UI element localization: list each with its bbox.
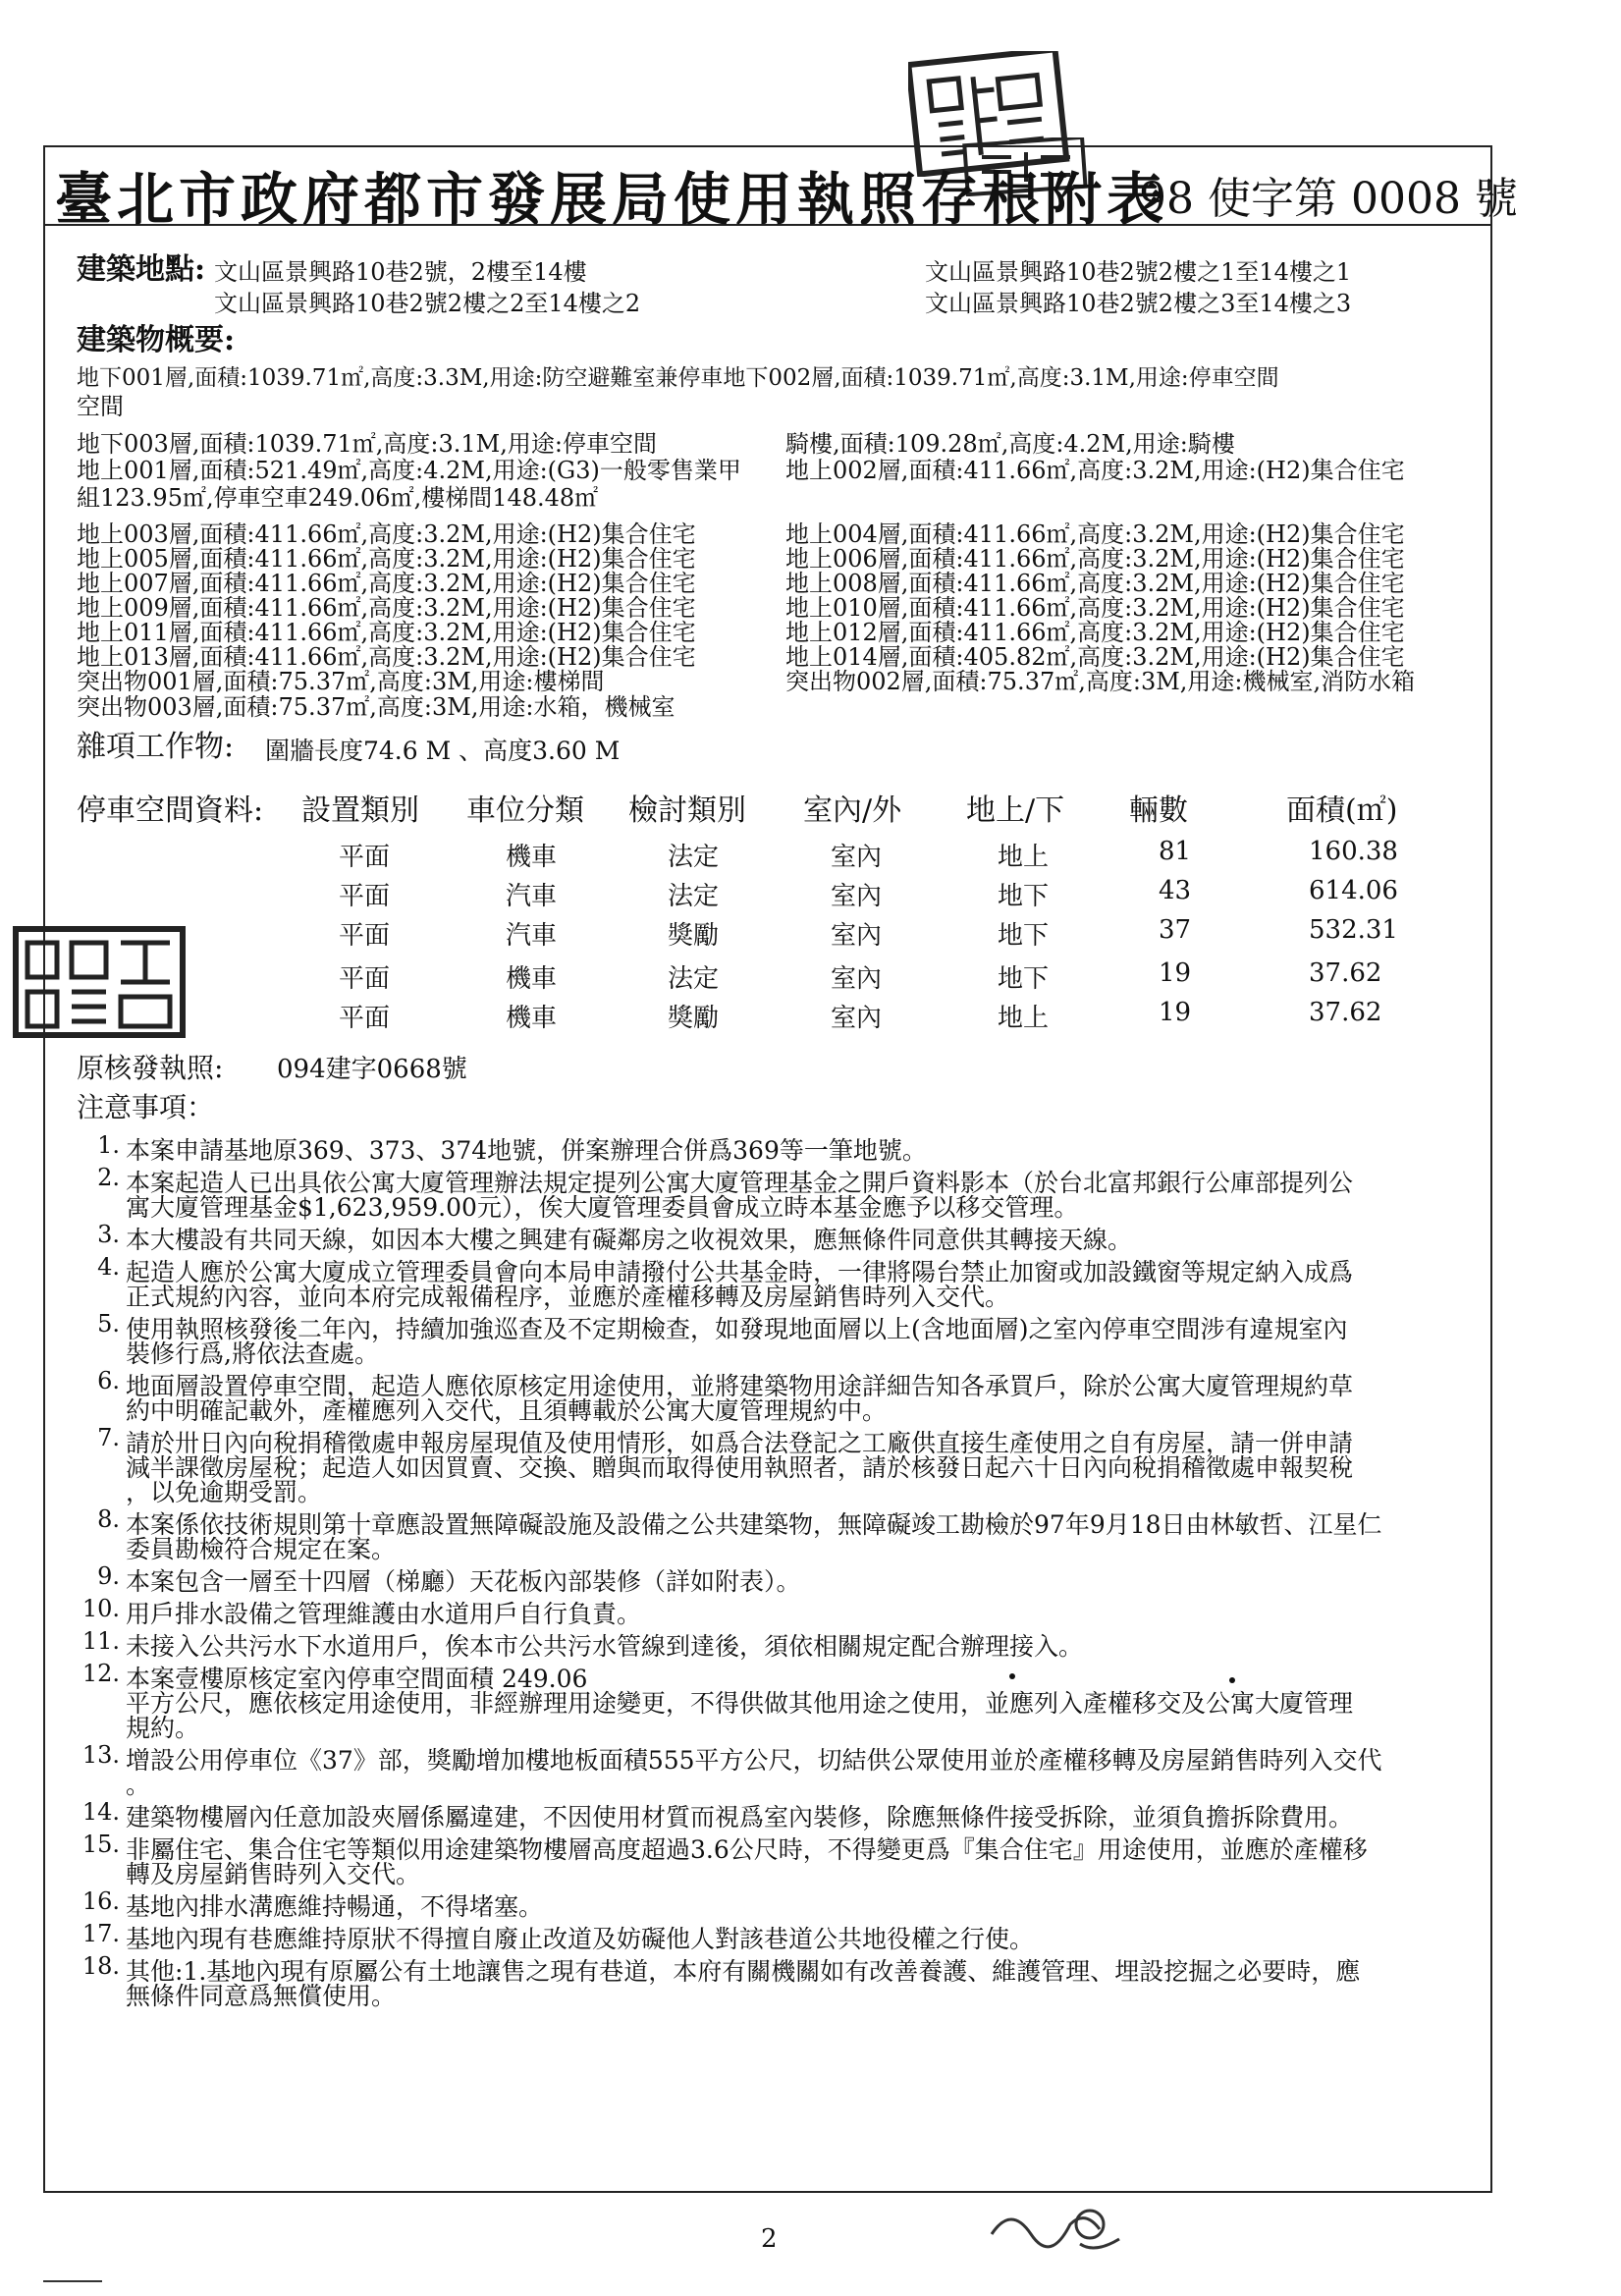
parking-cell: 室內 bbox=[831, 921, 883, 951]
overview-line: 突出物002層,面積:75.37㎡,高度:3M,用途:機械室,消防水箱 bbox=[785, 668, 1416, 695]
note-text: 建築物樓層內任意加設夾層係屬違建，不因使用材質而視爲室內裝修，除應無條件接受拆除，並須負擔拆除費用。 bbox=[126, 1803, 1354, 1831]
note-text: 減半課徵房屋稅；起造人如因買賣、交換、贈與而取得使用執照者，請於核發日起六十日內向稅捐稽徵處申報契稅 bbox=[126, 1453, 1354, 1482]
parking-cell: 地下 bbox=[998, 921, 1050, 951]
parking-cell: 43 bbox=[1159, 876, 1192, 905]
original-permit-label: 原核發執照: bbox=[77, 1052, 224, 1084]
site-label: 建築地點: bbox=[77, 252, 206, 287]
overview-line: 地上007層,面積:411.66㎡,高度:3.2M,用途:(H2)集合住宅 bbox=[77, 570, 696, 597]
site-line: 文山區景興路10巷2號2樓之2至14樓之2 bbox=[214, 290, 641, 317]
footer-rule bbox=[43, 2280, 102, 2282]
parking-cell: 汽車 bbox=[506, 882, 558, 911]
overview-line: 地上004層,面積:411.66㎡,高度:3.2M,用途:(H2)集合住宅 bbox=[785, 520, 1405, 548]
parking-cell: 平面 bbox=[339, 1004, 391, 1033]
overview-line: 地上011層,面積:411.66㎡,高度:3.2M,用途:(H2)集合住宅 bbox=[77, 619, 696, 646]
overview-line: 地下003層,面積:1039.71㎡,高度:3.1M,用途:停車空間 bbox=[77, 430, 657, 458]
parking-cell: 機車 bbox=[506, 1004, 558, 1033]
parking-header: 地上/下 bbox=[966, 793, 1065, 828]
note-number: 6. bbox=[97, 1367, 120, 1394]
note-text: 轉及房屋銷售時列入交代。 bbox=[126, 1860, 421, 1888]
parking-cell: 平面 bbox=[339, 882, 391, 911]
note-text: 其他:1.基地內現有原屬公有土地讓售之現有巷道，本府有關機關如有改善養護、維護管理、埋設挖掘之必要時，應 bbox=[126, 1957, 1361, 1986]
parking-cell: 法定 bbox=[668, 964, 720, 994]
parking-cell: 614.06 bbox=[1309, 876, 1398, 905]
note-number: 7. bbox=[97, 1424, 120, 1451]
note-number: 13. bbox=[81, 1741, 120, 1769]
parking-cell: 37.62 bbox=[1309, 958, 1382, 988]
site-line: 文山區景興路10巷2號2樓之1至14樓之1 bbox=[925, 258, 1352, 286]
note-text: 用戶排水設備之管理維護由水道用戶自行負責。 bbox=[126, 1600, 642, 1628]
parking-cell: 19 bbox=[1159, 998, 1192, 1027]
scan-mark bbox=[1229, 1677, 1235, 1683]
misc-value: 圍牆長度74.6 M 、高度3.60 M bbox=[265, 737, 621, 765]
note-text: ，以免逾期受罰。 bbox=[126, 1478, 323, 1506]
parking-header: 室內/外 bbox=[803, 793, 902, 828]
note-number: 3. bbox=[97, 1221, 120, 1248]
note-number: 5. bbox=[97, 1310, 120, 1338]
parking-cell: 平面 bbox=[339, 921, 391, 951]
parking-cell: 室內 bbox=[831, 843, 883, 872]
parking-cell: 37 bbox=[1159, 915, 1192, 945]
parking-cell: 獎勵 bbox=[668, 921, 720, 951]
note-number: 11. bbox=[81, 1627, 120, 1655]
overview-label: 建築物概要: bbox=[77, 323, 236, 357]
note-number: 17. bbox=[81, 1920, 120, 1947]
note-text: 寓大廈管理基金$1,623,959.00元），俟大廈管理委員會成立時本基金應予以移交管理。 bbox=[126, 1193, 1079, 1222]
parking-cell: 19 bbox=[1159, 958, 1192, 988]
parking-cell: 532.31 bbox=[1309, 915, 1398, 945]
overview-line: 突出物003層,面積:75.37㎡,高度:3M,用途:水箱，機械室 bbox=[77, 693, 675, 721]
overview-line: 突出物001層,面積:75.37㎡,高度:3M,用途:樓梯間 bbox=[77, 668, 605, 695]
parking-cell: 160.38 bbox=[1309, 837, 1398, 866]
note-text: 裝修行爲,將依法查處。 bbox=[126, 1339, 379, 1368]
parking-cell: 室內 bbox=[831, 964, 883, 994]
parking-cell: 地下 bbox=[998, 964, 1050, 994]
site-line: 文山區景興路10巷2號2樓之3至14樓之3 bbox=[925, 290, 1352, 317]
parking-cell: 汽車 bbox=[506, 921, 558, 951]
note-text: 本案起造人已出具依公寓大廈管理辦法規定提列公寓大廈管理基金之開戶資料影本（於台北富邦銀行公庫部提列公 bbox=[126, 1169, 1354, 1197]
parking-cell: 機車 bbox=[506, 964, 558, 994]
overview-line: 地上001層,面積:521.49㎡,高度:4.2M,用途:(G3)一般零售業甲 bbox=[77, 457, 741, 484]
note-text: 約中明確記載外，產權應列入交代，且須轉載於公寓大廈管理規約中。 bbox=[126, 1396, 888, 1425]
note-number: 18. bbox=[81, 1952, 120, 1980]
note-text: 增設公用停車位《37》部，獎勵增加樓地板面積555平方公尺，切結供公眾使用並於產權移轉及房屋銷售時列入交代 bbox=[126, 1746, 1382, 1775]
notes-label: 注意事項： bbox=[77, 1091, 215, 1123]
overview-line: 地上002層,面積:411.66㎡,高度:3.2M,用途:(H2)集合住宅 bbox=[785, 457, 1405, 484]
parking-cell: 平面 bbox=[339, 843, 391, 872]
overview-line: 地上012層,面積:411.66㎡,高度:3.2M,用途:(H2)集合住宅 bbox=[785, 619, 1405, 646]
parking-cell: 81 bbox=[1159, 837, 1192, 866]
note-number: 12. bbox=[81, 1660, 120, 1687]
misc-label: 雜項工作物: bbox=[77, 730, 235, 764]
parking-cell: 獎勵 bbox=[668, 1004, 720, 1033]
note-text: 正式規約內容，並向本府完成報備程序，並應於產權移轉及房屋銷售時列入交代。 bbox=[126, 1283, 1010, 1311]
note-text: 本案包含一層至十四層（梯廳）天花板內部裝修（詳如附表）。 bbox=[126, 1567, 801, 1596]
parking-header: 車位分類 bbox=[466, 793, 584, 828]
parking-header: 輛數 bbox=[1129, 793, 1188, 828]
parking-header: 設置類別 bbox=[301, 793, 419, 828]
document-title: 臺北市政府都市發展局使用執照存根附表 bbox=[55, 166, 1169, 233]
note-number: 8. bbox=[97, 1505, 120, 1533]
note-number: 14. bbox=[81, 1798, 120, 1826]
overview-line: 地上014層,面積:405.82㎡,高度:3.2M,用途:(H2)集合住宅 bbox=[785, 643, 1405, 671]
parking-cell: 37.62 bbox=[1309, 998, 1382, 1027]
parking-label: 停車空間資料: bbox=[77, 793, 264, 828]
note-text: 使用執照核發後二年內，持續加強巡查及不定期檢查，如發現地面層以上(含地面層)之室內停車空間涉有違規室內 bbox=[126, 1315, 1348, 1343]
note-text: 平方公尺，應依核定用途使用，非經辦理用途變更，不得供做其他用途之使用，並應列入產權移交及公寓大廈管理 bbox=[126, 1689, 1354, 1718]
overview-line: 地下001層,面積:1039.71㎡,高度:3.3M,用途:防空避難室兼停車地下002層,面積:1039.71㎡,高度:3.1M,用途:停車空間 bbox=[77, 365, 1279, 391]
note-text: 基地內現有巷應維持原狀不得擅自廢止改道及妨礙他人對該巷道公共地役權之行使。 bbox=[126, 1925, 1035, 1953]
note-text: 本案申請基地原369、373、374地號，併案辦理合併爲369等一筆地號。 bbox=[126, 1136, 927, 1165]
note-text: 規約。 bbox=[126, 1714, 200, 1742]
parking-header: 面積(㎡) bbox=[1286, 793, 1398, 828]
scan-mark bbox=[1009, 1673, 1015, 1679]
parking-cell: 地下 bbox=[998, 882, 1050, 911]
overview-line: 地上010層,面積:411.66㎡,高度:3.2M,用途:(H2)集合住宅 bbox=[785, 594, 1405, 622]
overview-line: 地上006層,面積:411.66㎡,高度:3.2M,用途:(H2)集合住宅 bbox=[785, 545, 1405, 573]
note-text: 起造人應於公寓大廈成立管理委員會向本局申請撥付公共基金時，一律將陽台禁止加窗或加設鐵窗等規定納入成爲 bbox=[126, 1258, 1354, 1286]
note-number: 2. bbox=[97, 1164, 120, 1191]
note-text: 本大樓設有共同天線，如因本大樓之興建有礙鄰房之收視效果，應無條件同意供其轉接天線。 bbox=[126, 1226, 1133, 1254]
note-number: 16. bbox=[81, 1887, 120, 1915]
overview-line: 組123.95㎡,停車空車249.06㎡,樓梯間148.48㎡ bbox=[77, 484, 599, 512]
parking-header: 檢討類別 bbox=[628, 793, 746, 828]
overview-line: 地上009層,面積:411.66㎡,高度:3.2M,用途:(H2)集合住宅 bbox=[77, 594, 696, 622]
note-text: 委員勘檢符合規定在案。 bbox=[126, 1535, 397, 1563]
overview-line: 地上008層,面積:411.66㎡,高度:3.2M,用途:(H2)集合住宅 bbox=[785, 570, 1405, 597]
handwritten-signature bbox=[982, 2185, 1129, 2264]
note-text: 本案壹樓原核定室內停車空間面積 249.06 bbox=[126, 1665, 588, 1693]
parking-cell: 地上 bbox=[998, 1004, 1050, 1033]
overview-line: 空間 bbox=[77, 393, 124, 420]
note-text: 非屬住宅、集合住宅等類似用途建築物樓層高度超過3.6公尺時，不得變更爲『集合住宅』用途使用，並應於產權移 bbox=[126, 1835, 1368, 1864]
note-number: 1. bbox=[97, 1131, 120, 1159]
parking-cell: 平面 bbox=[339, 964, 391, 994]
overview-line: 地上013層,面積:411.66㎡,高度:3.2M,用途:(H2)集合住宅 bbox=[77, 643, 696, 671]
parking-cell: 室內 bbox=[831, 882, 883, 911]
note-number: 15. bbox=[81, 1831, 120, 1858]
note-text: 地面層設置停車空間，起造人應依原核定用途使用，並將建築物用途詳細告知各承買戶，除於公寓大廈管理規約草 bbox=[126, 1372, 1354, 1400]
note-number: 4. bbox=[97, 1253, 120, 1281]
note-text: 本案係依技術規則第十章應設置無障礙設施及設備之公共建築物，無障礙竣工勘檢於97年9月18日由林敏哲、江星仁 bbox=[126, 1510, 1382, 1539]
parking-cell: 法定 bbox=[668, 843, 720, 872]
parking-cell: 法定 bbox=[668, 882, 720, 911]
parking-cell: 地上 bbox=[998, 843, 1050, 872]
original-permit-value: 094建字0668號 bbox=[277, 1055, 467, 1084]
note-text: 無條件同意爲無償使用。 bbox=[126, 1982, 397, 2010]
site-line: 文山區景興路10巷2號，2樓至14樓 bbox=[214, 258, 587, 286]
page-number: 2 bbox=[761, 2224, 778, 2254]
note-number: 10. bbox=[81, 1595, 120, 1622]
parking-cell: 機車 bbox=[506, 843, 558, 872]
overview-line: 地上005層,面積:411.66㎡,高度:3.2M,用途:(H2)集合住宅 bbox=[77, 545, 696, 573]
parking-cell: 室內 bbox=[831, 1004, 883, 1033]
note-text: 。 bbox=[126, 1771, 151, 1799]
overview-line: 騎樓,面積:109.28㎡,高度:4.2M,用途:騎樓 bbox=[785, 430, 1235, 458]
note-number: 9. bbox=[97, 1562, 120, 1590]
note-text: 請於卅日內向稅捐稽徵處申報房屋現值及使用情形，如爲合法登記之工廠供直接生產使用之自有房屋，請一併申請 bbox=[126, 1429, 1354, 1457]
note-text: 未接入公共污水下水道用戶，俟本市公共污水管線到達後，須依相關規定配合辦理接入。 bbox=[126, 1632, 1084, 1661]
note-text: 基地內排水溝應維持暢通，不得堵塞。 bbox=[126, 1892, 544, 1921]
overview-line: 地上003層,面積:411.66㎡,高度:3.2M,用途:(H2)集合住宅 bbox=[77, 520, 696, 548]
permit-number: 98 使字第 0008 號 bbox=[1139, 174, 1518, 224]
